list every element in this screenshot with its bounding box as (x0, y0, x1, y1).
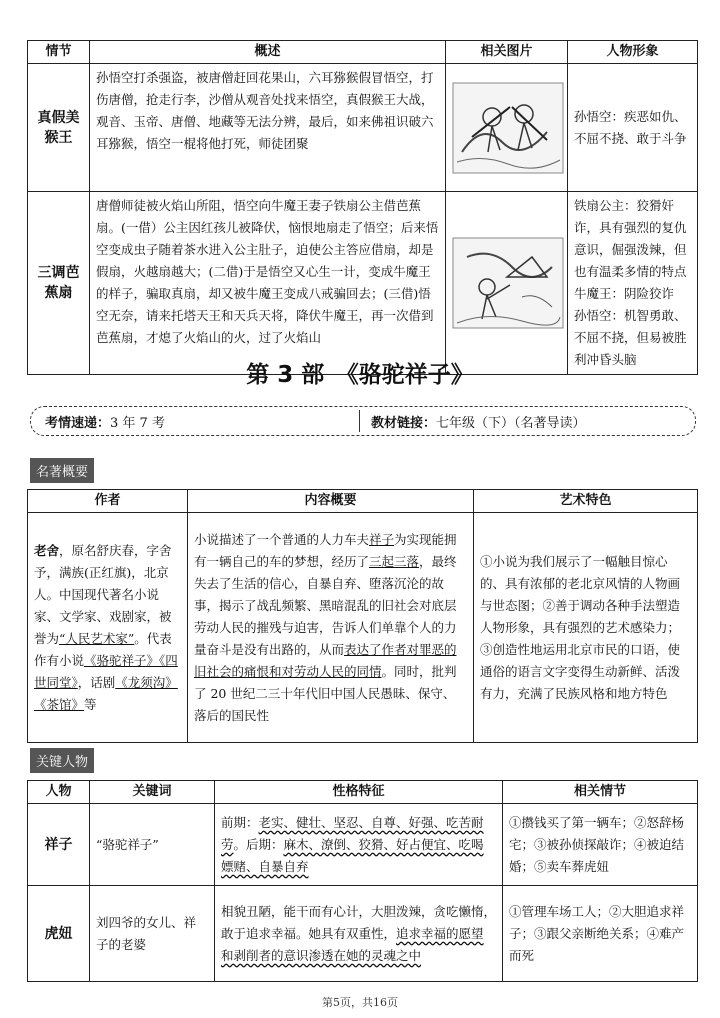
exam-frequency-value: 3 年 7 考 (110, 416, 165, 431)
table-row (28, 513, 698, 743)
illustration-cell (446, 64, 568, 192)
character-plots: ①管理车场工人；②大胆追求祥子；③跟父亲断绝关系；④难产而死 (503, 886, 698, 982)
table-header-row (28, 41, 698, 64)
character-name: 虎妞 (28, 886, 90, 982)
header-summary: 概述 (90, 41, 446, 64)
section-label-overview: 名著概要 (30, 458, 94, 483)
plot-name: 真假美猴王 (28, 64, 90, 192)
section-label-characters: 关键人物 (30, 748, 94, 773)
character-keyword: “骆驼祥子” (90, 804, 215, 886)
character-image: 孙悟空：疾恶如仇、不屈不挠、敢于斗争 (568, 64, 698, 192)
header-plots: 相关情节 (503, 781, 698, 804)
header-traits: 性格特征 (215, 781, 503, 804)
exam-frequency-label: 考情速递： (45, 416, 111, 431)
table-row (28, 64, 698, 192)
book-overview-table (27, 489, 698, 743)
header-content: 内容概要 (188, 490, 474, 513)
plot-name: 三调芭蕉扇 (28, 192, 90, 375)
character-traits: 相貌丑陋，能干而有心计，大胆泼辣，贪吃懒惰，敢于追求幸福。她具有双重性，追求幸福的愿望和剥削者的意识渗透在她的灵魂之中 (215, 886, 503, 982)
author-honor: “人民艺术家” (59, 630, 135, 646)
header-image: 相关图片 (446, 41, 568, 64)
key-characters-table (27, 780, 698, 982)
table-header-row (28, 490, 698, 513)
exam-info-bar (30, 406, 696, 436)
journey-west-plot-table (27, 40, 698, 375)
table-row (28, 804, 698, 886)
illustration-cell (446, 192, 568, 375)
author-info: 老舍，原名舒庆春，字舍予，满族(正红旗)，北京人。中国现代著名小说家、文学家、戏剧家，被誉为“人民艺术家”。代表作有小说《骆驼祥子》《四世同堂》，话剧《龙须沟》《茶馆》等 (28, 513, 188, 743)
header-keyword: 关键词 (90, 781, 215, 804)
header-art: 艺术特色 (474, 490, 698, 513)
table-row (28, 886, 698, 982)
author-name: 老舍 (34, 542, 60, 558)
content-summary: 小说描述了一个普通的人力车夫祥子为实现能拥有一辆自己的车的梦想，经历了三起三落，最终失去了生活的信心，自暴自弃、堕落沉沦的故事，揭示了战乱频繁、黑暗混乱的旧社会对底层劳动人民的摧残与迫害，告诉人们单靠个人的力量奋斗是没有出路的，从而表达了作者对罪恶的旧社会的痛恨和对劳动人民的同情。同时，批判了 20 世纪二三十年代旧中国人民愚昧、保守、落后的国民性 (188, 513, 474, 743)
header-author: 作者 (28, 490, 188, 513)
textbook-link (371, 412, 586, 431)
header-character: 人物形象 (568, 41, 698, 64)
divider (359, 410, 360, 432)
textbook-link-value: 七年级（下）（名著导读） (436, 416, 586, 431)
header-plot: 情节 (28, 41, 90, 64)
page-title: 第 3 部 《骆驼祥子》 (246, 362, 474, 388)
page-footer: 第5页，共16页 (322, 996, 398, 1009)
fan-illustration-icon (452, 237, 564, 329)
table-row (28, 192, 698, 375)
character-name: 祥子 (28, 804, 90, 886)
character-plots: ①攒钱买了第一辆车；②怒辞杨宅；③被孙侦探敲诈；④被迫结婚；⑤卖车葬虎妞 (503, 804, 698, 886)
monkey-king-illustration-icon (452, 82, 564, 174)
art-features: ①小说为我们展示了一幅触目惊心的、具有浓郁的老北京风情的人物画与世态图；②善于调动各种手法塑造人物形象，具有强烈的艺术感染力；③创造性地运用北京市民的口语，使通俗的语言文字变得生动新鲜、活泼有力，充满了民族风格和地方特色 (474, 513, 698, 743)
plot-summary: 孙悟空打杀强盗，被唐僧赶回花果山，六耳猕猴假冒悟空，打伤唐僧，抢走行李，沙僧从观音处找来悟空，真假猴王大战，观音、玉帝、唐僧、地藏等无法分辨，最后，如来佛祖识破六耳猕猴，悟空一棍将他打死，师徒团聚 (90, 64, 446, 192)
header-person: 人物 (28, 781, 90, 804)
character-keyword: 刘四爷的女儿、祥子的老婆 (90, 886, 215, 982)
exam-frequency (45, 412, 165, 431)
plot-summary: 唐僧师徒被火焰山所阻，悟空向牛魔王妻子铁扇公主借芭蕉扇。(一借）公主因红孩儿被降伏，恼恨地扇走了悟空；后来悟空变成虫子随着茶水进入公主肚子，迫使公主答应借扇，却是假扇，火越扇越大；(二借)于是悟空又心生一计，变成牛魔王的样子，骗取真扇，却又被牛魔王变成八戒骗回去；(三借)悟空无奈，请来托塔天王和天兵天将，降伏牛魔王，再一次借到芭蕉扇，才熄了火焰山的火，过了火焰山 (90, 192, 446, 375)
textbook-link-label: 教材链接： (371, 416, 437, 431)
character-traits: 前期：老实、健壮、坚忍、自尊、好强、吃苦耐劳。后期：麻木、潦倒、狡猾、好占便宜、吃喝嫖赌、自暴自弃 (215, 804, 503, 886)
table-header-row (28, 781, 698, 804)
character-image: 铁扇公主：狡猾奸诈，具有强烈的复仇意识，倔强泼辣，但也有温柔多情的特点 牛魔王：阴险狡诈 孙悟空：机智勇敢、不屈不挠，但易被胜利冲昏头脑 (568, 192, 698, 375)
